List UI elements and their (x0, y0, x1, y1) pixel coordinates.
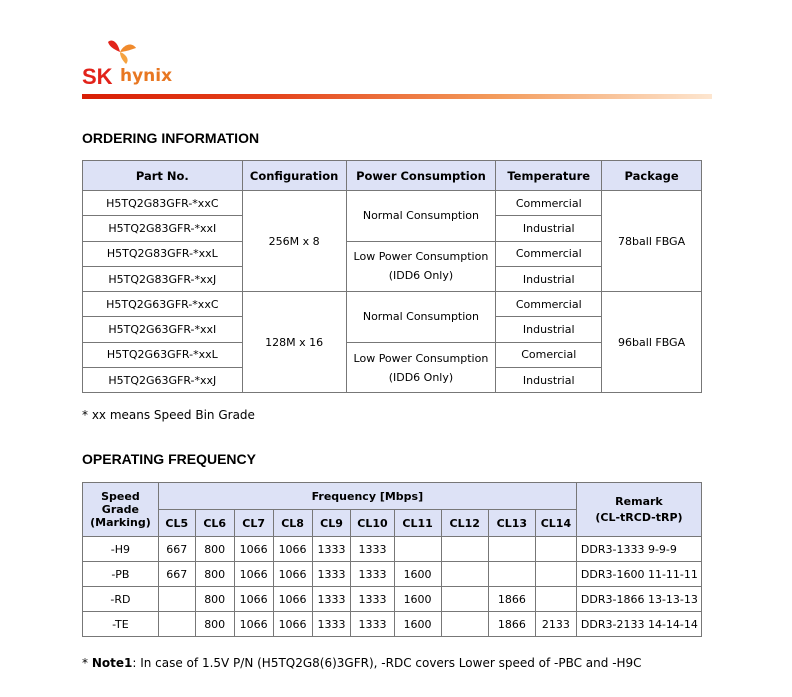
frequency-cell: 800 (195, 562, 234, 587)
cl-header: CL8 (273, 510, 312, 537)
temperature: Industrial (496, 266, 602, 291)
grade-label: Grade (101, 503, 140, 516)
frequency-cell: 2133 (535, 612, 576, 637)
table-row (83, 562, 702, 587)
frequency-cell: 800 (195, 587, 234, 612)
frequency-cell (158, 587, 195, 612)
cl-header: CL11 (394, 510, 441, 537)
ordering-footnote: * xx means Speed Bin Grade (82, 408, 255, 422)
power-low-label: Low Power Consumption (353, 250, 489, 264)
frequency-cell: 1333 (351, 587, 394, 612)
header-rule (82, 94, 712, 99)
frequency-cell: 1866 (488, 587, 535, 612)
part-no: H5TQ2G83GFR-*xxL (83, 241, 243, 266)
speed-grade: -RD (83, 587, 159, 612)
cl-header: CL14 (535, 510, 576, 537)
cl-header: CL9 (312, 510, 351, 537)
note-label: Note1 (91, 656, 133, 670)
temperature: Commercial (496, 292, 602, 317)
cl-header: CL12 (441, 510, 488, 537)
part-no: H5TQ2G63GFR-*xxI (83, 317, 243, 342)
frequency-cell: 1066 (273, 562, 312, 587)
speed-grade: -PB (83, 562, 159, 587)
frequency-cell: 800 (195, 537, 234, 562)
part-no: H5TQ2G63GFR-*xxJ (83, 368, 243, 393)
cl-header: CL7 (234, 510, 273, 537)
frequency-cell: 1066 (234, 587, 273, 612)
frequency-cell (441, 562, 488, 587)
frequency-note (82, 656, 642, 670)
frequency-cell: 1066 (273, 612, 312, 637)
frequency-cell: 1066 (234, 612, 273, 637)
frequency-cell: 1333 (312, 562, 351, 587)
header-power: Power Consumption (346, 161, 496, 191)
note-text: : In case of 1.5V P/N (H5TQ2G8(6)3GFR), -RDC covers Lower speed of -PBC and -H9C (132, 656, 642, 670)
sk-hynix-logo (82, 38, 202, 88)
remark: DDR3-1600 11-11-11 (576, 562, 701, 587)
table-row (83, 191, 702, 216)
configuration: 128M x 16 (242, 292, 346, 393)
temperature: Industrial (496, 317, 602, 342)
frequency-cell: 1600 (394, 562, 441, 587)
frequency-cell: 667 (158, 537, 195, 562)
remark: DDR3-1333 9-9-9 (576, 537, 701, 562)
remark-label: Remark (615, 494, 663, 508)
frequency-cell (535, 587, 576, 612)
frequency-cell: 1333 (351, 612, 394, 637)
temperature: Commercial (496, 191, 602, 216)
remark-header (576, 483, 701, 537)
frequency-cell (441, 612, 488, 637)
speed-grade-header (83, 483, 159, 537)
power-idd6-label: (IDD6 Only) (388, 269, 454, 283)
frequency-cell (394, 537, 441, 562)
frequency-cell (441, 587, 488, 612)
frequency-cell: 1066 (273, 537, 312, 562)
logo-sk-text: SK (82, 64, 113, 89)
power-low-label: Low Power Consumption (353, 351, 489, 365)
power-consumption: Normal Consumption (346, 292, 496, 343)
remark-sub-label: (CL-tRCD-tRP) (595, 510, 683, 524)
frequency-cell: 1866 (488, 612, 535, 637)
table-row (83, 587, 702, 612)
part-no: H5TQ2G83GFR-*xxC (83, 191, 243, 216)
temperature: Commercial (496, 241, 602, 266)
ordering-title: ORDERING INFORMATION (82, 130, 260, 146)
frequency-cell (441, 537, 488, 562)
marking-label: (Marking) (90, 516, 151, 529)
frequency-header: Frequency [Mbps] (158, 483, 576, 510)
temperature: Industrial (496, 368, 602, 393)
header-package: Package (602, 161, 702, 191)
table-row (83, 612, 702, 637)
frequency-cell: 667 (158, 562, 195, 587)
temperature: Comercial (496, 342, 602, 367)
ordering-table (82, 160, 702, 393)
speed-label: Speed (101, 490, 140, 503)
table-row (83, 537, 702, 562)
configuration: 256M x 8 (242, 191, 346, 292)
header-temperature: Temperature (496, 161, 602, 191)
note-prefix: * (82, 656, 92, 670)
table-row (83, 292, 702, 317)
frequency-cell: 1333 (351, 537, 394, 562)
part-no: H5TQ2G83GFR-*xxJ (83, 266, 243, 291)
temperature: Industrial (496, 216, 602, 241)
cl-header: CL5 (158, 510, 195, 537)
power-consumption: Normal Consumption (346, 191, 496, 242)
package: 96ball FBGA (602, 292, 702, 393)
package: 78ball FBGA (602, 191, 702, 292)
part-no: H5TQ2G63GFR-*xxC (83, 292, 243, 317)
power-consumption (346, 241, 496, 292)
frequency-cell (535, 537, 576, 562)
frequency-cell: 800 (195, 612, 234, 637)
ordering-header-row (83, 161, 702, 191)
power-consumption (346, 342, 496, 393)
frequency-cell: 1600 (394, 612, 441, 637)
frequency-title: OPERATING FREQUENCY (82, 451, 256, 467)
frequency-header-row (83, 483, 702, 510)
logo-hynix-text: hynix (120, 66, 173, 86)
cl-header: CL10 (351, 510, 394, 537)
part-no: H5TQ2G63GFR-*xxL (83, 342, 243, 367)
frequency-cell: 1333 (351, 562, 394, 587)
frequency-cell: 1333 (312, 537, 351, 562)
part-no: H5TQ2G83GFR-*xxI (83, 216, 243, 241)
frequency-cell: 1066 (273, 587, 312, 612)
frequency-cell (488, 562, 535, 587)
cl-header: CL6 (195, 510, 234, 537)
frequency-cell: 1333 (312, 587, 351, 612)
frequency-cell: 1600 (394, 587, 441, 612)
frequency-cell (535, 562, 576, 587)
header-part-no: Part No. (83, 161, 243, 191)
frequency-cell (158, 612, 195, 637)
frequency-cell (488, 537, 535, 562)
remark: DDR3-1866 13-13-13 (576, 587, 701, 612)
remark: DDR3-2133 14-14-14 (576, 612, 701, 637)
frequency-table (82, 482, 702, 637)
power-idd6-label: (IDD6 Only) (388, 370, 454, 384)
frequency-cell: 1066 (234, 562, 273, 587)
frequency-cell: 1333 (312, 612, 351, 637)
frequency-cell: 1066 (234, 537, 273, 562)
speed-grade: -TE (83, 612, 159, 637)
header-configuration: Configuration (242, 161, 346, 191)
speed-grade: -H9 (83, 537, 159, 562)
cl-header: CL13 (488, 510, 535, 537)
